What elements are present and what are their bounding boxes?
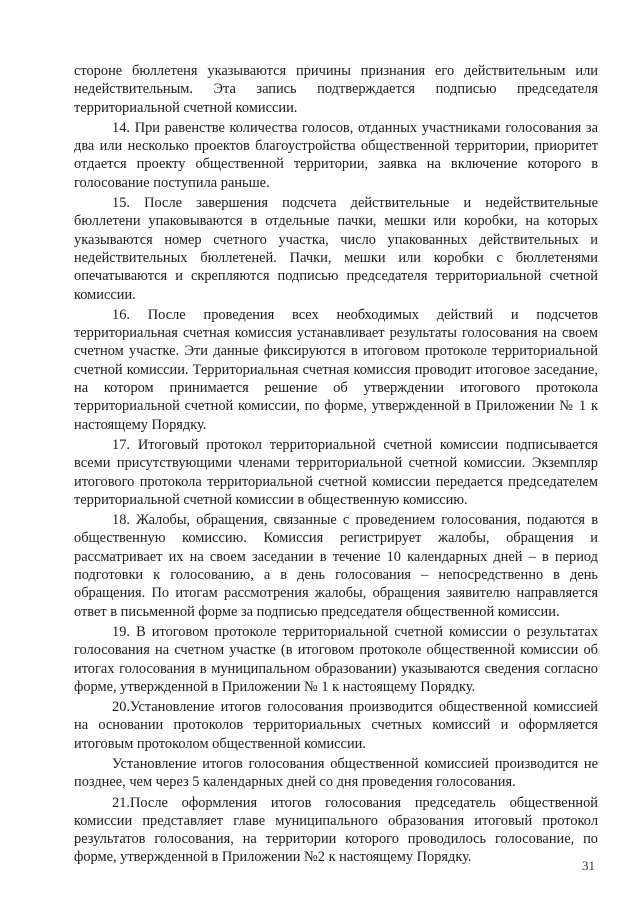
paragraph-19: 19. В итоговом протоколе территориальной счетной комиссии о результатах голосования на счетном участке (в итоговом протоколе общественной комиссии об итогах голосования в муниципальном образовании) указываются сведения согласно форме, утвержденной в Приложении № 1 к настоящему Порядку. bbox=[74, 623, 598, 695]
paragraph-16: 16. После проведения всех необходимых действий и подсчетов территориальная счетная комиссия устанавливает результаты голосования на своем счетном участке. Эти данные фиксируются в итоговом протоколе территориальной счетной комиссии. Территориальная счетная комиссия проводит итоговое заседание, на котором принимается решение об утверждении итогового протокола территориальной счетной комиссии, по форме, утвержденной в Приложении № 1 к настоящему Порядку. bbox=[74, 306, 598, 433]
paragraph-15: 15. После завершения подсчета действительные и недействительные бюллетени упаковываются в отдельные пачки, мешки или коробки, на которых указываются номер счетного участка, число упакованных действительных и недействительных бюллетеней. Пачки, мешки или коробки с бюллетенями опечатываются и скрепляются подписью председателя территориальной счетной комиссии. bbox=[74, 195, 598, 303]
paragraph-continuation: стороне бюллетеня указываются причины признания его действительным или недействительным. Эта запись подтверждается подписью председателя территориальной счетной комиссии. bbox=[74, 63, 598, 116]
page-number: 31 bbox=[582, 858, 595, 873]
paragraph-17: 17. Итоговый протокол территориальной счетной комиссии подписывается всеми присутствующими членами территориальной счетной комиссии. Экземпляр итогового протокола территориальной счетной комиссии передается председателем территориальной счетной комиссии в общественную комиссию. bbox=[74, 436, 598, 508]
paragraph-21: 21.После оформления итогов голосования председатель общественной комиссии представляет главе муниципального образования итоговый протокол результатов голосования, на территории которого проводилось голосование, по форме, утвержденной в Приложении №2 к настоящему Порядку. bbox=[74, 794, 598, 866]
paragraph-20: 20.Установление итогов голосования производится общественной комиссией на основании протоколов территориальных счетных комиссий и оформляется итоговым протоколом общественной комиссии. bbox=[74, 699, 598, 752]
paragraph-18: 18. Жалобы, обращения, связанные с проведением голосования, подаются в общественную комиссию. Комиссия регистрирует жалобы, обращения и рассматривает их на своем заседании в течение 10 календарных дней – в период подготовки к голосованию, а в день голосования – непосредственно в день обращения. По итогам рассмотрения жалобы, обращения заявителю направляется ответ в письменной форме за подписью председателя общественной комиссии. bbox=[74, 512, 598, 620]
document-body bbox=[74, 62, 598, 869]
paragraph-14: 14. При равенстве количества голосов, отданных участниками голосования за два или несколько проектов благоустройства общественной территории, приоритет отдается проекту общественной территории, заявка на включение которого в голосование поступила раньше. bbox=[74, 119, 598, 191]
paragraph-20-continued: Установление итогов голосования общественной комиссией производится не позднее, чем через 5 календарных дней со дня проведения голосования. bbox=[74, 755, 598, 791]
